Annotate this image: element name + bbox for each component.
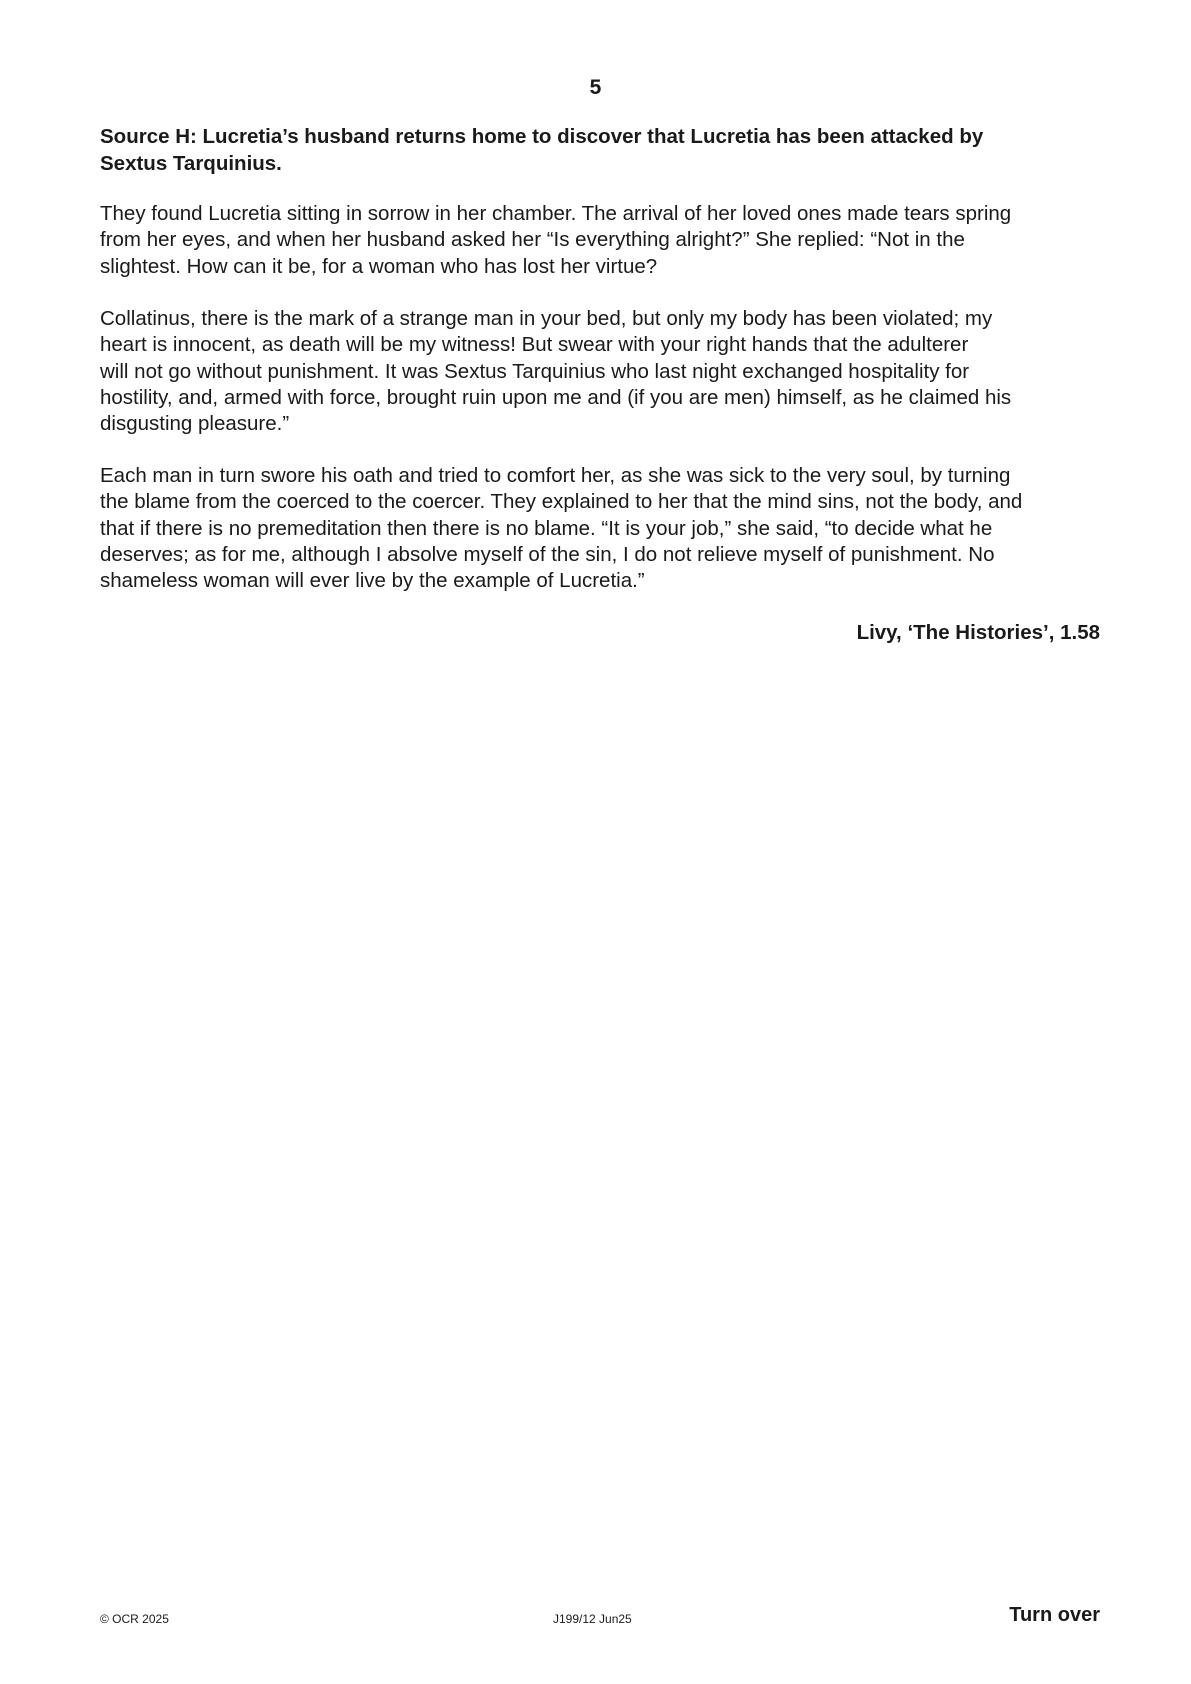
text-line: that if there is no premeditation then there is no blame. “It is your job,” she said, “to decide what he bbox=[100, 516, 993, 540]
text-line: shameless woman will ever live by the example of Lucretia.” bbox=[100, 569, 645, 593]
paragraph-2 bbox=[100, 306, 1011, 437]
source-heading bbox=[100, 124, 983, 177]
paragraph-1 bbox=[100, 201, 1011, 280]
heading-line: Sextus Tarquinius. bbox=[100, 151, 282, 175]
source-citation: Livy, ‘The Histories’, 1.58 bbox=[856, 621, 1100, 644]
text-line: They found Lucretia sitting in sorrow in her chamber. The arrival of her loved ones made tears spring bbox=[100, 202, 1012, 225]
text-line: from her eyes, and when her husband asked her “Is everything alright?” She replied: “Not in the bbox=[100, 228, 965, 252]
page-number: 5 bbox=[589, 76, 602, 99]
text-line: Each man in turn swore his oath and tried to comfort her, as she was sick to the very soul, by turning bbox=[100, 464, 1011, 487]
footer-copyright: © OCR 2025 bbox=[100, 1612, 169, 1626]
text-line: slightest. How can it be, for a woman who has lost her virtue? bbox=[100, 254, 658, 278]
text-line: disgusting pleasure.” bbox=[100, 412, 290, 436]
footer-paper-code: J199/12 Jun25 bbox=[553, 1612, 632, 1626]
turn-over-label: Turn over bbox=[1009, 1604, 1100, 1626]
text-line: heart is innocent, as death will be my witness! But swear with your right hands that the adulterer bbox=[100, 333, 969, 357]
text-line: Collatinus, there is the mark of a strange man in your bed, but only my body has been violated; my bbox=[100, 307, 993, 330]
heading-line: Source H: Lucretia’s husband returns home to discover that Lucretia has been attacked by bbox=[100, 125, 984, 148]
paragraph-3 bbox=[100, 463, 1022, 594]
text-line: hostility, and, armed with force, brought ruin upon me and (if you are men) himself, as he claimed his bbox=[100, 385, 1012, 409]
text-line: deserves; as for me, although I absolve myself of the sin, I do not relieve myself of punishment. No bbox=[100, 542, 995, 566]
text-line: the blame from the coerced to the coercer. They explained to her that the mind sins, not the body, and bbox=[100, 490, 1023, 514]
text-line: will not go without punishment. It was Sextus Tarquinius who last night exchanged hospitality for bbox=[100, 359, 970, 383]
